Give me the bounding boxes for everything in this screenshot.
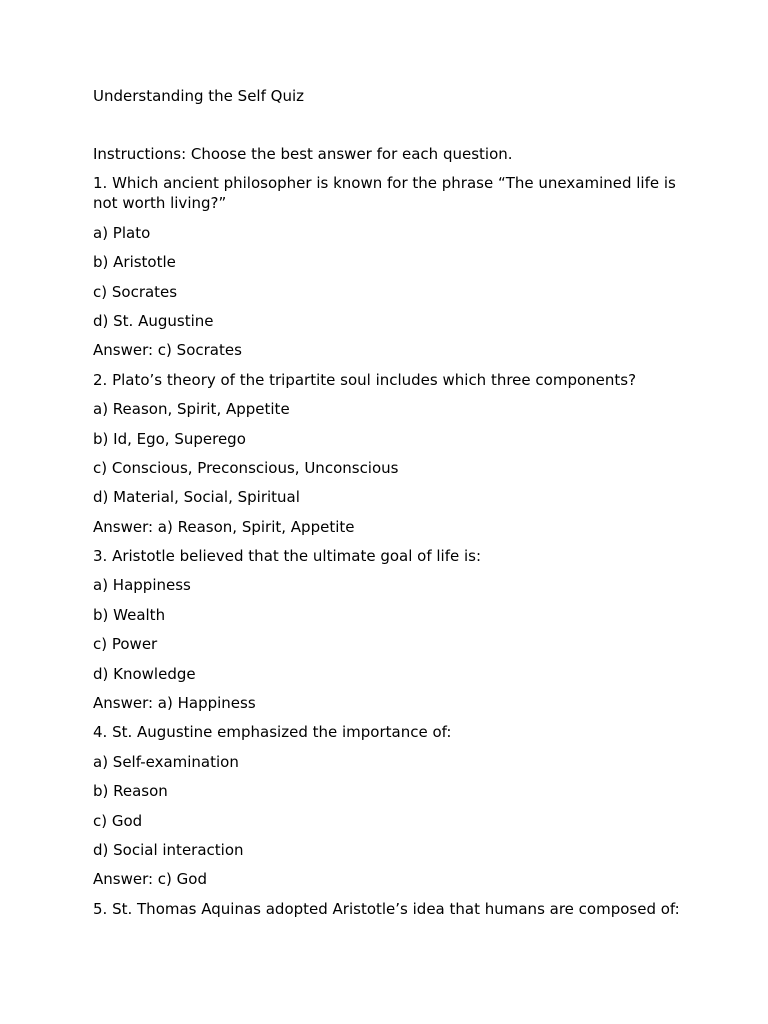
q4-option-b: b) Reason [93,782,168,801]
q1-option-c: c) Socrates [93,282,178,301]
q3-option-b: b) Wealth [93,605,166,624]
question-3: 3. Aristotle believed that the ultimate goal of life is: [93,547,482,566]
q2-option-c: c) Conscious, Preconscious, Unconscious [93,458,399,477]
q4-option-c: c) God [93,811,143,830]
document-content [93,86,683,928]
q4-option-a: a) Self-examination [93,752,239,771]
question-5: 5. St. Thomas Aquinas adopted Aristotle’s idea that humans are composed of: [93,899,680,918]
q3-option-c: c) Power [93,635,158,654]
q4-answer: Answer: c) God [93,870,207,889]
q3-option-a: a) Happiness [93,576,191,595]
q4-option-d: d) Social interaction [93,840,244,859]
document-title: Understanding the Self Quiz [93,87,304,105]
instructions: Instructions: Choose the best answer for each question. [93,145,513,163]
q2-answer: Answer: a) Reason, Spirit, Appetite [93,517,355,536]
q3-answer: Answer: a) Happiness [93,694,256,713]
q1-option-a: a) Plato [93,223,151,242]
q2-option-a: a) Reason, Spirit, Appetite [93,400,290,419]
q2-option-d: d) Material, Social, Spiritual [93,488,300,507]
q1-option-b: b) Aristotle [93,253,176,272]
q3-option-d: d) Knowledge [93,664,196,683]
q1-option-d: d) St. Augustine [93,311,214,330]
question-1: 1. Which ancient philosopher is known for the phrase “The unexamined life is not worth living?” [93,174,676,213]
question-4: 4. St. Augustine emphasized the importance of: [93,723,452,742]
question-2: 2. Plato’s theory of the tripartite soul includes which three components? [93,370,637,389]
q2-option-b: b) Id, Ego, Superego [93,429,246,448]
q1-answer: Answer: c) Socrates [93,341,242,360]
